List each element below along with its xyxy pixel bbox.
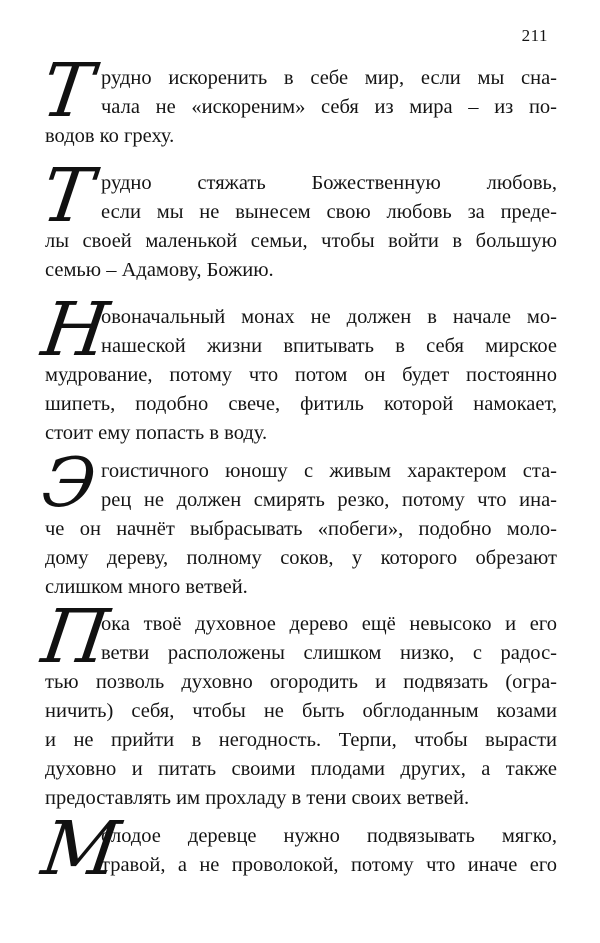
text-line: рец не должен смирять резко, потому что ина- — [101, 489, 557, 511]
text-line: лы своей маленькой семьи, чтобы войти в большую — [45, 230, 557, 252]
paragraph-6 — [36, 806, 557, 892]
drop-cap-initial: Э — [37, 444, 101, 523]
paragraph-4 — [37, 444, 557, 602]
text-line: семью – Адамову, Божию. — [45, 259, 274, 281]
text-line: травой, а не проволокой, потому что иначе его — [101, 854, 557, 876]
paragraph-5 — [36, 594, 557, 813]
drop-cap-initial: М — [36, 806, 125, 892]
text-line: чала не «искореним» себя из мира – из по- — [101, 96, 557, 118]
paragraph-2 — [36, 153, 557, 285]
text-line: тью позволь духовно огородить и подвязать (огра- — [45, 671, 557, 693]
text-line: нашеской жизни впитывать в себя мирское — [101, 335, 557, 357]
text-line: гоистичного юношу с живым характером ста- — [101, 460, 557, 482]
text-line: мудрование, потому что потом он будет постоянно — [45, 364, 557, 386]
text-line: овоначальный монах не должен в начале мо- — [101, 306, 557, 328]
paragraph-1 — [36, 48, 557, 151]
text-line: шипеть, подобно свече, фитиль которой намокает, — [45, 393, 557, 415]
page-number: 211 — [521, 26, 548, 45]
text-line: че он начнёт выбрасывать «побеги», подобно моло- — [45, 518, 557, 540]
paragraph-3 — [36, 287, 557, 448]
text-line: ветви расположены слишком низко, с радос- — [101, 642, 557, 664]
text-line: слишком много ветвей. — [45, 576, 248, 598]
text-line: духовно и питать своими плодами других, а также — [45, 758, 557, 780]
text-line: ока твоё духовное дерево ещё невысоко и его — [101, 613, 557, 635]
drop-cap-initial: Т — [36, 153, 99, 239]
text-line: стоит ему попасть в воду. — [45, 422, 268, 444]
text-line: ничить) себя, чтобы не быть обглоданным козами — [45, 700, 557, 722]
text-line: и не прийти в негодность. Терпи, чтобы вырасти — [45, 729, 557, 751]
text-line: предоставлять им прохладу в тени своих ветвей. — [45, 787, 470, 809]
text-line: водов ко греху. — [45, 125, 175, 147]
drop-cap-initial: Н — [36, 287, 114, 373]
text-line: если мы не вынесем свою любовь за преде- — [101, 201, 557, 223]
drop-cap-initial: П — [36, 594, 114, 680]
text-line: дому дереву, полному соков, у которого обрезают — [45, 547, 557, 569]
text-line: рудно стяжать Божественную любовь, — [101, 172, 557, 194]
drop-cap-initial: Т — [36, 48, 99, 134]
text-line: олодое деревце нужно подвязывать мягко, — [101, 825, 557, 847]
text-line: рудно искоренить в себе мир, если мы сна- — [101, 67, 557, 89]
